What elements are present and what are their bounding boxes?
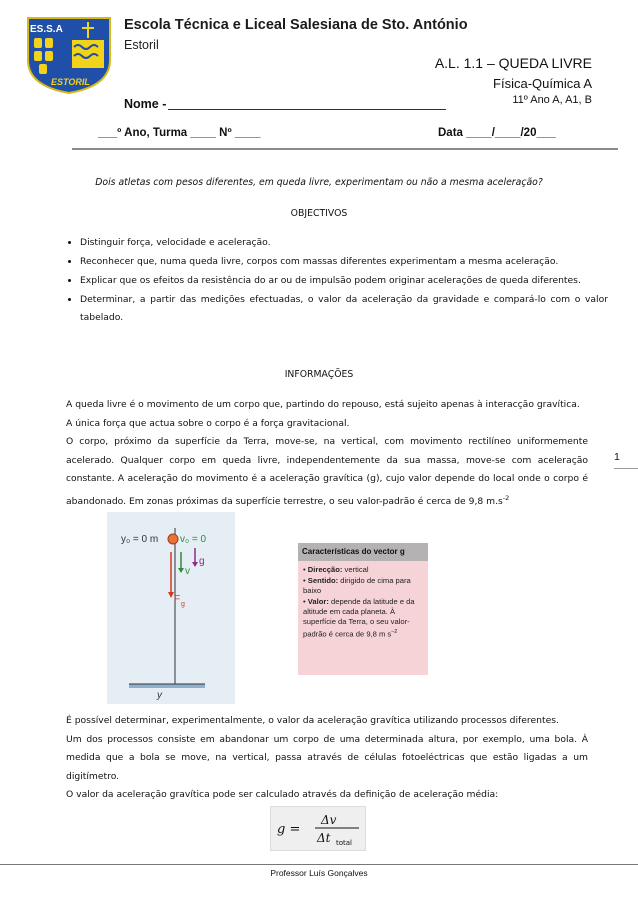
info-paragraphs [66,396,588,511]
method-paragraph: É possível determinar, experimentalmente, o valor da aceleração gravítica utilizando processos diferentes. [66,715,559,726]
info-paragraph: O corpo, próximo da superfície da Terra, move-se, na vertical, com movimento rectilíneo uniformemente acelerado. Qualquer corpo em queda livre, independentemente da sua massa, move-se com aceleração constante. A aceleração do movimento é a aceleração gravítica (g), cujo valor depende do local onde o corpo é abandonado. Em zonas próximas da superfície terrestre, o seu valor-padrão é cerca de 9,8 $m.s^{-2}$ [66,436,588,507]
header-divider [72,148,618,150]
year-class: 11º Ano A, A1, B [512,94,592,106]
formula-numerator: Δv [321,813,337,827]
formula-denominator: Δt [317,831,331,845]
y-axis-label: y [157,690,162,701]
objective-item: • Explicar que os efeitos da resistência do ar ou de impulsão podem originar acelerações de queda diferentes. [80,272,608,290]
logo-text-bottom: ESTORIL [51,77,90,87]
vector-sense: • Sentido: dirigido de cima para baixo [303,576,411,595]
y0-label: y₀ = 0 m [121,534,159,545]
footer-author: Professor Luís Gonçalves [270,868,368,878]
activity-title: A.L. 1.1 – QUEDA LIVRE [434,55,592,71]
school-name: Escola Técnica e Liceal Salesiana de Sto. António [124,17,468,33]
v-vector-label: v [185,566,190,577]
info-paragraph: A queda livre é o movimento de um corpo que, partindo do repouso, está sujeito apenas à interacção gravítica. [66,399,580,410]
objectives-title: OBJECTIVOS [290,208,348,219]
name-field-line[interactable] [168,109,446,110]
objective-item: • Determinar, a partir das medições efectuadas, o valor da aceleração da gravidade e compará-lo com o valor tabelado. [80,291,608,327]
footer-divider [0,864,638,865]
info-paragraph: A única força que actua sobre o corpo é a força gravitacional. [66,417,350,429]
vector-card-body [303,565,425,641]
objective-item: • Distinguir força, velocidade e aceleração. [80,234,608,252]
logo-text-top: ES.S.A [30,24,63,35]
guiding-question: Dois atletas com pesos diferentes, em queda livre, experimentam ou não a mesma aceleração? [95,177,543,188]
school-logo [24,14,114,96]
fg-vector-label: F [174,594,181,605]
info-title: INFORMAÇÕES [284,369,354,380]
acceleration-formula [270,806,366,851]
v0-label: v₀ = 0 [180,534,207,545]
method-paragraphs [66,712,588,805]
vector-value: • Valor: depende da latitude e da altitude em cada planeta. À superfície da Terra, o seu valor-padrão é cerca de 9,8 m $s^{-2}$ [303,597,415,639]
date-field[interactable]: Data ____/____/20___ [438,127,556,139]
method-paragraph: Um dos processos consiste em abandonar um corpo de uma determinada altura, por exemplo, uma bola. À medida que a bola se move, na vertical, passa através de células fotoeléctricas que estão ligadas a um digitímetro. [66,733,588,782]
page-number-rule [614,468,638,469]
vector-g-card [298,543,428,675]
formula-denominator-sub: total [336,839,353,847]
formula-lhs: g = [277,822,301,837]
method-paragraph: O valor da aceleração gravítica pode ser calculado através da definição de aceleração média: [66,789,499,800]
g-vector-label: g [199,556,205,567]
name-label: Nome - [124,97,167,111]
vector-direction: • Direcção: vertical [303,565,369,574]
objectives-list [60,234,608,328]
fg-vector-subscript: g [181,601,185,608]
school-town: Estoril [124,38,159,52]
ano-turma-field[interactable]: ___º Ano, Turma ____ Nº ____ [98,127,261,139]
subject-name: Física-Química A [493,76,592,91]
ball-icon [168,534,178,544]
vector-card-title: Características do vector g [298,543,428,561]
free-fall-diagram [107,512,235,704]
page-number: 1 [614,451,620,463]
objective-item: • Reconhecer que, numa queda livre, corpos com massas diferentes experimentam a mesma aceleração. [80,253,608,271]
